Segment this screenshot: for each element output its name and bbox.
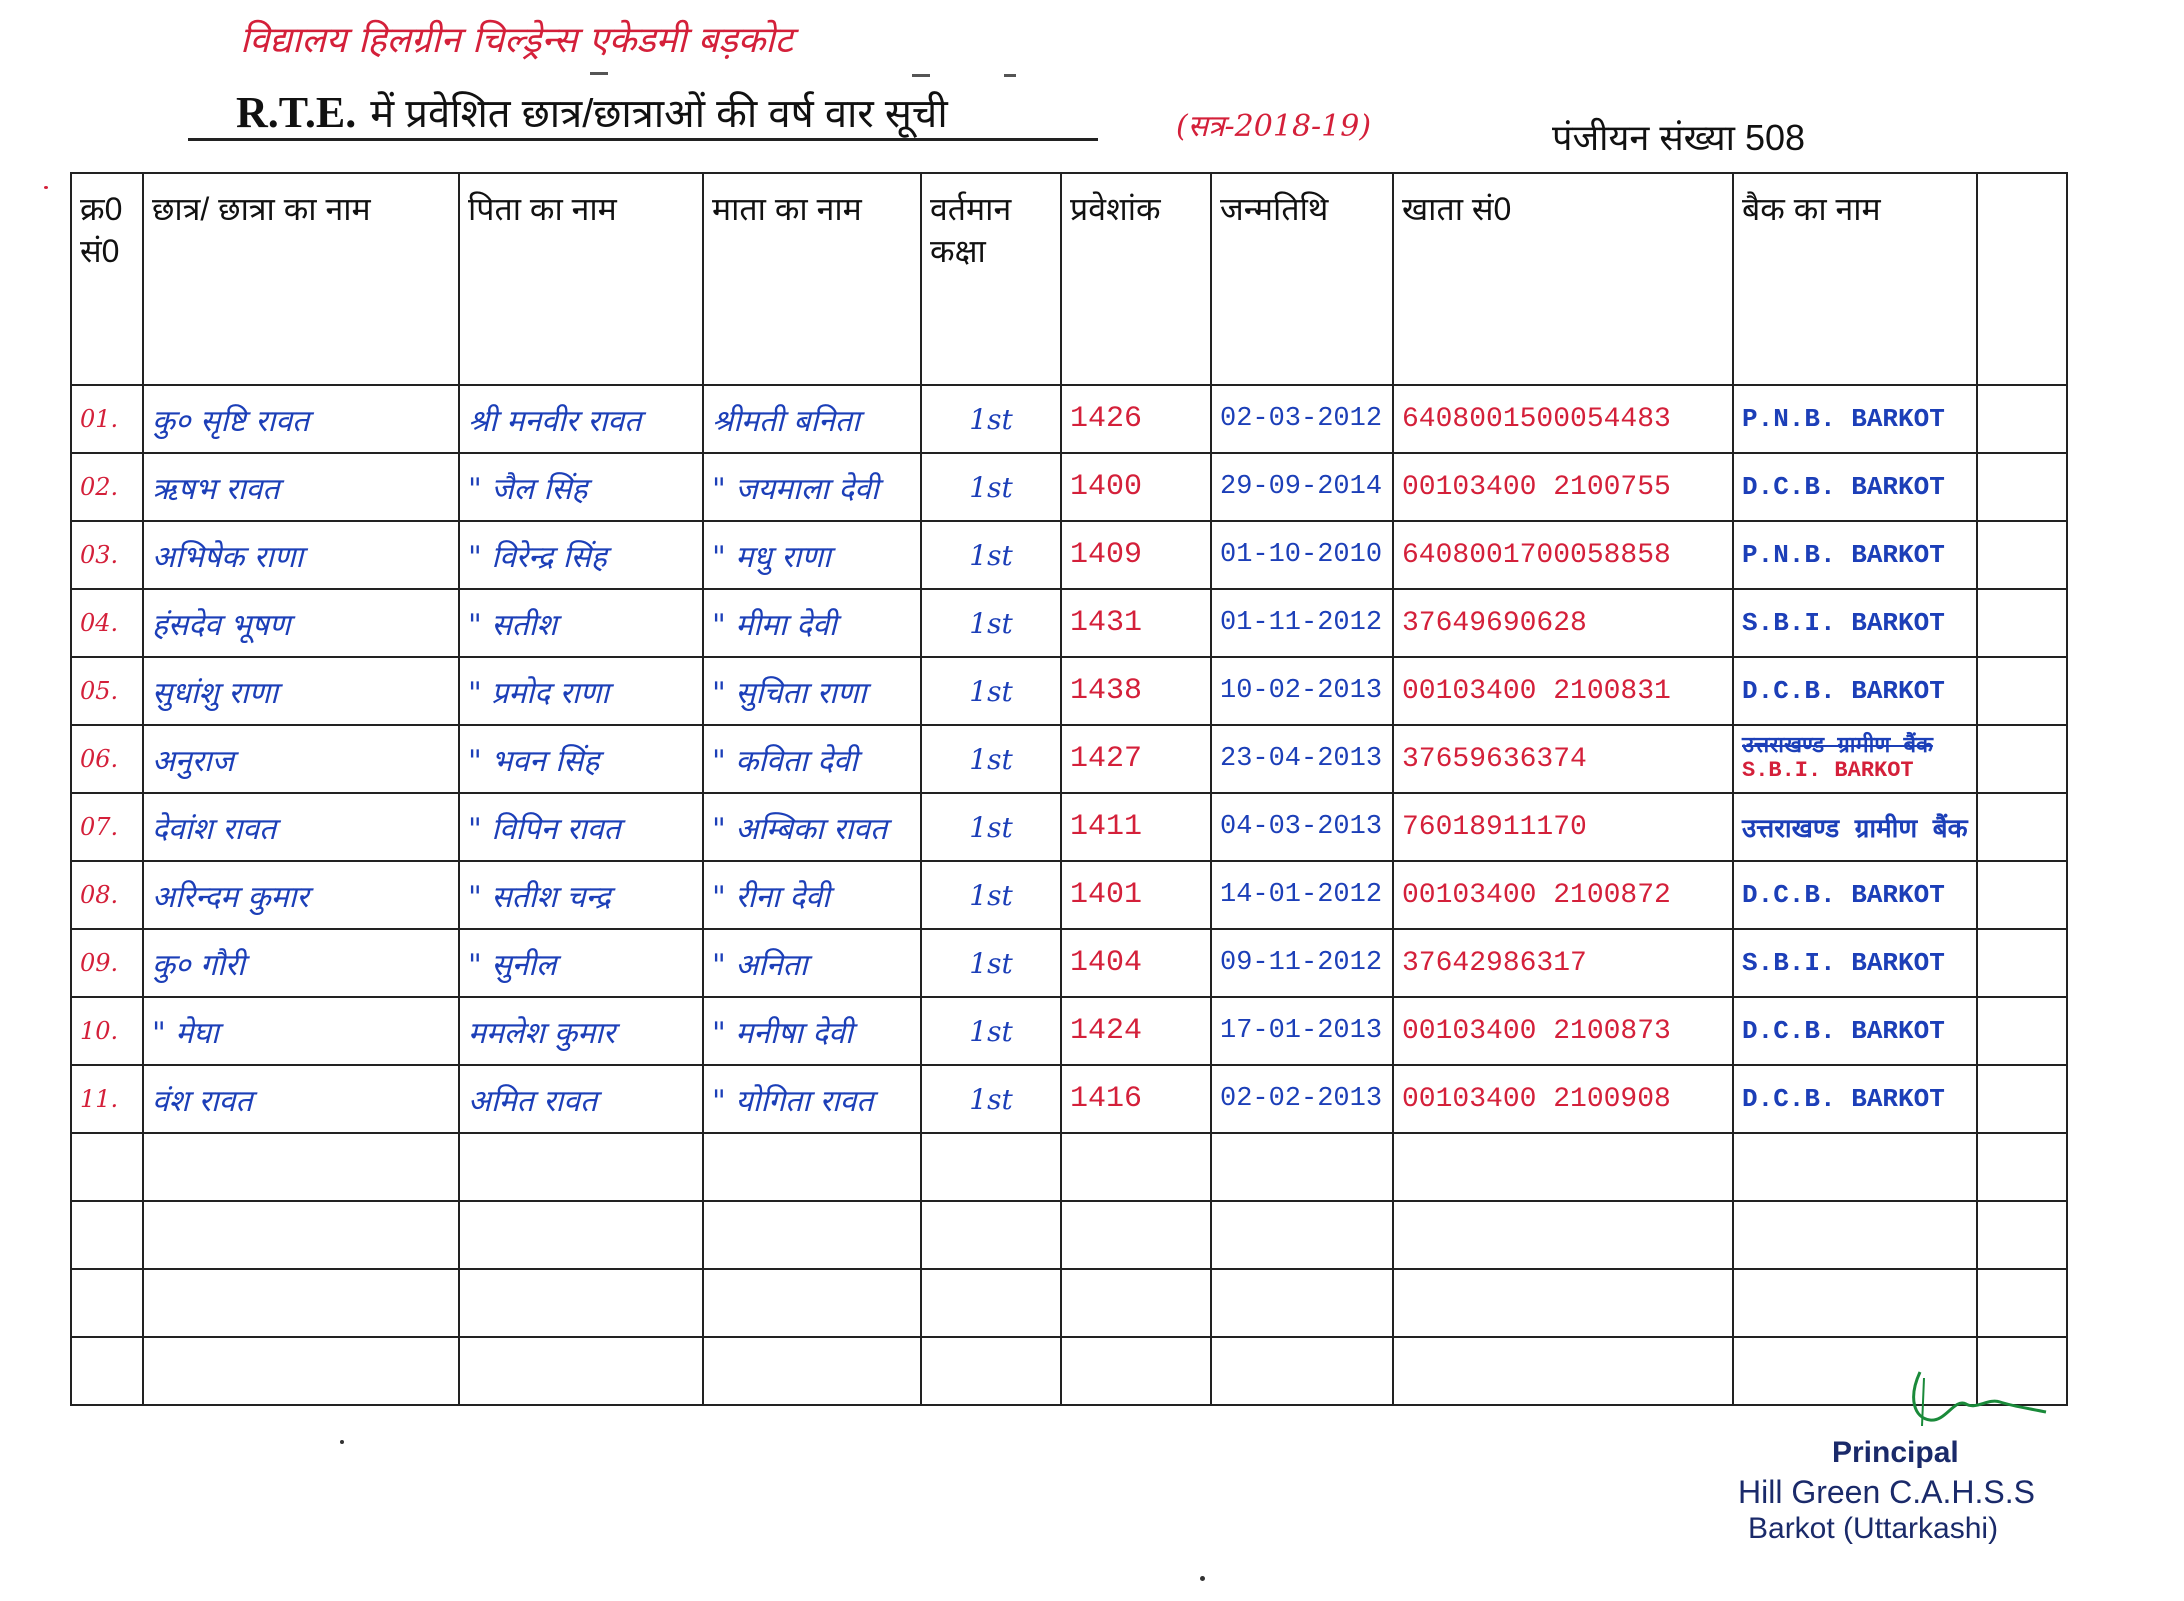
cell-father-name: " प्रमोद राणा bbox=[459, 657, 703, 725]
empty-cell bbox=[1393, 1269, 1733, 1337]
empty-cell bbox=[71, 1269, 143, 1337]
table-row bbox=[71, 385, 2067, 453]
title-prefix: R.T.E. bbox=[236, 88, 357, 137]
cell-blank bbox=[1977, 453, 2067, 521]
cell-father-name: ममलेश कुमार bbox=[459, 997, 703, 1065]
cell-admission-no: 1438 bbox=[1061, 657, 1211, 725]
cell-dob: 29-09-2014 bbox=[1211, 453, 1393, 521]
cell-bank-name: S.B.I. BARKOT bbox=[1733, 929, 1977, 997]
stray-dot bbox=[44, 186, 48, 189]
col-class: वर्तमान कक्षा bbox=[921, 173, 1061, 385]
cell-dob: 14-01-2012 bbox=[1211, 861, 1393, 929]
cell-mother-name: " रीना देवी bbox=[703, 861, 921, 929]
cell-serial: 02. bbox=[71, 453, 143, 521]
cell-blank bbox=[1977, 589, 2067, 657]
col-account-no: खाता सं0 bbox=[1393, 173, 1733, 385]
stamp-school: Hill Green C.A.H.S.S bbox=[1738, 1474, 2035, 1510]
principal-signature bbox=[1900, 1368, 2050, 1428]
cell-serial: 07. bbox=[71, 793, 143, 861]
cell-dob: 10-02-2013 bbox=[1211, 657, 1393, 725]
empty-row bbox=[71, 1201, 2067, 1269]
col-father-name: पिता का नाम bbox=[459, 173, 703, 385]
col-mother-name: माता का नाम bbox=[703, 173, 921, 385]
cell-serial: 06. bbox=[71, 725, 143, 793]
stray-mark bbox=[590, 72, 608, 75]
empty-cell bbox=[1977, 1201, 2067, 1269]
cell-serial: 03. bbox=[71, 521, 143, 589]
empty-cell bbox=[1061, 1201, 1211, 1269]
cell-father-name: अमित रावत bbox=[459, 1065, 703, 1133]
cell-bank-name: S.B.I. BARKOT bbox=[1733, 589, 1977, 657]
cell-serial: 11. bbox=[71, 1065, 143, 1133]
cell-father-name: " सतीश bbox=[459, 589, 703, 657]
empty-cell bbox=[459, 1133, 703, 1201]
cell-mother-name: श्रीमती बनिता bbox=[703, 385, 921, 453]
cell-blank bbox=[1977, 1065, 2067, 1133]
cell-mother-name: " कविता देवी bbox=[703, 725, 921, 793]
cell-student-name: कु० सृष्टि रावत bbox=[143, 385, 459, 453]
table-header-row bbox=[71, 173, 2067, 385]
cell-admission-no: 1431 bbox=[1061, 589, 1211, 657]
cell-class: 1st bbox=[921, 725, 1061, 793]
cell-mother-name: " अम्बिका रावत bbox=[703, 793, 921, 861]
cell-father-name: " विरेन्द्र सिंह bbox=[459, 521, 703, 589]
empty-cell bbox=[1211, 1201, 1393, 1269]
empty-cell bbox=[459, 1269, 703, 1337]
cell-account-no: 00103400 2100908 bbox=[1393, 1065, 1733, 1133]
cell-account-no: 00103400 2100873 bbox=[1393, 997, 1733, 1065]
cell-account-no: 37642986317 bbox=[1393, 929, 1733, 997]
col-blank bbox=[1977, 173, 2067, 385]
empty-row bbox=[71, 1133, 2067, 1201]
cell-student-name: " मेघा bbox=[143, 997, 459, 1065]
cell-dob: 01-10-2010 bbox=[1211, 521, 1393, 589]
cell-account-no: 76018911170 bbox=[1393, 793, 1733, 861]
cell-bank-name: D.C.B. BARKOT bbox=[1733, 861, 1977, 929]
cell-account-no: 6408001700058858 bbox=[1393, 521, 1733, 589]
cell-account-no: 00103400 2100831 bbox=[1393, 657, 1733, 725]
cell-class: 1st bbox=[921, 1065, 1061, 1133]
empty-cell bbox=[1061, 1337, 1211, 1405]
cell-bank-name bbox=[1733, 725, 1977, 793]
cell-dob: 02-03-2012 bbox=[1211, 385, 1393, 453]
struck-bank-name: उत्तराखण्ड ग्रामीण बैंक bbox=[1742, 734, 1933, 759]
cell-bank-name: D.C.B. BARKOT bbox=[1733, 1065, 1977, 1133]
empty-cell bbox=[921, 1337, 1061, 1405]
empty-cell bbox=[1733, 1269, 1977, 1337]
empty-cell bbox=[1211, 1269, 1393, 1337]
cell-class: 1st bbox=[921, 453, 1061, 521]
empty-cell bbox=[1061, 1269, 1211, 1337]
empty-cell bbox=[143, 1337, 459, 1405]
empty-cell bbox=[1211, 1133, 1393, 1201]
empty-row bbox=[71, 1337, 2067, 1405]
cell-admission-no: 1426 bbox=[1061, 385, 1211, 453]
empty-cell bbox=[1733, 1133, 1977, 1201]
cell-bank-name: P.N.B. BARKOT bbox=[1733, 385, 1977, 453]
empty-cell bbox=[1977, 1133, 2067, 1201]
cell-blank bbox=[1977, 861, 2067, 929]
empty-cell bbox=[1061, 1133, 1211, 1201]
empty-cell bbox=[921, 1133, 1061, 1201]
cell-blank bbox=[1977, 521, 2067, 589]
cell-mother-name: " जयमाला देवी bbox=[703, 453, 921, 521]
cell-serial: 01. bbox=[71, 385, 143, 453]
cell-admission-no: 1427 bbox=[1061, 725, 1211, 793]
cell-class: 1st bbox=[921, 589, 1061, 657]
cell-student-name: अभिषेक राणा bbox=[143, 521, 459, 589]
cell-serial: 04. bbox=[71, 589, 143, 657]
cell-dob: 09-11-2012 bbox=[1211, 929, 1393, 997]
cell-student-name: कु० गौरी bbox=[143, 929, 459, 997]
col-dob: जन्मतिथि bbox=[1211, 173, 1393, 385]
empty-cell bbox=[1393, 1201, 1733, 1269]
title-underline bbox=[188, 138, 1098, 141]
empty-cell bbox=[1211, 1337, 1393, 1405]
cell-account-no: 00103400 2100872 bbox=[1393, 861, 1733, 929]
cell-serial: 10. bbox=[71, 997, 143, 1065]
cell-bank-name: D.C.B. BARKOT bbox=[1733, 997, 1977, 1065]
cell-bank-name: P.N.B. BARKOT bbox=[1733, 521, 1977, 589]
cell-serial: 05. bbox=[71, 657, 143, 725]
cell-serial: 09. bbox=[71, 929, 143, 997]
cell-class: 1st bbox=[921, 997, 1061, 1065]
cell-mother-name: " योगिता रावत bbox=[703, 1065, 921, 1133]
empty-cell bbox=[921, 1269, 1061, 1337]
empty-cell bbox=[459, 1201, 703, 1269]
cell-admission-no: 1400 bbox=[1061, 453, 1211, 521]
cell-account-no: 37659636374 bbox=[1393, 725, 1733, 793]
cell-class: 1st bbox=[921, 861, 1061, 929]
stamp-place: Barkot (Uttarkashi) bbox=[1748, 1512, 1999, 1545]
empty-cell bbox=[71, 1201, 143, 1269]
cell-dob: 17-01-2013 bbox=[1211, 997, 1393, 1065]
empty-cell bbox=[459, 1337, 703, 1405]
cell-bank-name: D.C.B. BARKOT bbox=[1733, 453, 1977, 521]
cell-father-name: " सतीश चन्द्र bbox=[459, 861, 703, 929]
cell-dob: 04-03-2013 bbox=[1211, 793, 1393, 861]
stray-mark bbox=[1004, 74, 1016, 77]
cell-class: 1st bbox=[921, 793, 1061, 861]
school-name: विद्यालय हिलग्रीन चिल्ड्रेन्स एकेडमी बड़कोट bbox=[240, 20, 793, 61]
cell-admission-no: 1424 bbox=[1061, 997, 1211, 1065]
session-label: (सत्र-2018-19) bbox=[1176, 109, 1372, 144]
cell-bank-name: उत्तराखण्ड ग्रामीण बैंक bbox=[1733, 793, 1977, 861]
cell-class: 1st bbox=[921, 521, 1061, 589]
cell-blank bbox=[1977, 793, 2067, 861]
table-row bbox=[71, 929, 2067, 997]
cell-class: 1st bbox=[921, 657, 1061, 725]
principal-label: Principal bbox=[1832, 1436, 1959, 1469]
cell-father-name: " सुनील bbox=[459, 929, 703, 997]
stray-dot bbox=[1200, 1576, 1205, 1581]
col-admission-no: प्रवेशांक bbox=[1061, 173, 1211, 385]
empty-cell bbox=[703, 1201, 921, 1269]
cell-admission-no: 1416 bbox=[1061, 1065, 1211, 1133]
empty-cell bbox=[921, 1201, 1061, 1269]
table-row bbox=[71, 589, 2067, 657]
cell-admission-no: 1411 bbox=[1061, 793, 1211, 861]
cell-blank bbox=[1977, 929, 2067, 997]
cell-mother-name: " मनीषा देवी bbox=[703, 997, 921, 1065]
col-student-name: छात्र/ छात्रा का नाम bbox=[143, 173, 459, 385]
cell-blank bbox=[1977, 725, 2067, 793]
cell-blank bbox=[1977, 385, 2067, 453]
cell-account-no: 37649690628 bbox=[1393, 589, 1733, 657]
table-row bbox=[71, 657, 2067, 725]
col-bank-name: बैक का नाम bbox=[1733, 173, 1977, 385]
cell-father-name: " विपिन रावत bbox=[459, 793, 703, 861]
empty-cell bbox=[143, 1133, 459, 1201]
cell-student-name: अरिन्दम कुमार bbox=[143, 861, 459, 929]
cell-account-no: 6408001500054483 bbox=[1393, 385, 1733, 453]
table-row bbox=[71, 997, 2067, 1065]
empty-cell bbox=[1733, 1201, 1977, 1269]
cell-student-name: अनुराज bbox=[143, 725, 459, 793]
empty-cell bbox=[71, 1133, 143, 1201]
cell-student-name: ऋषभ रावत bbox=[143, 453, 459, 521]
corrected-bank-name: S.B.I. BARKOT bbox=[1742, 758, 1914, 783]
cell-bank-name: D.C.B. BARKOT bbox=[1733, 657, 1977, 725]
cell-father-name: " भवन सिंह bbox=[459, 725, 703, 793]
students-table bbox=[70, 172, 2068, 1406]
cell-account-no: 00103400 2100755 bbox=[1393, 453, 1733, 521]
empty-cell bbox=[143, 1269, 459, 1337]
stray-dot bbox=[340, 1440, 344, 1444]
cell-student-name: सुधांशु राणा bbox=[143, 657, 459, 725]
empty-cell bbox=[703, 1337, 921, 1405]
cell-dob: 02-02-2013 bbox=[1211, 1065, 1393, 1133]
table-row bbox=[71, 1065, 2067, 1133]
cell-blank bbox=[1977, 657, 2067, 725]
table-row bbox=[71, 453, 2067, 521]
cell-admission-no: 1401 bbox=[1061, 861, 1211, 929]
empty-cell bbox=[703, 1269, 921, 1337]
empty-cell bbox=[1393, 1337, 1733, 1405]
page-title bbox=[236, 84, 948, 139]
stray-mark bbox=[912, 74, 930, 77]
cell-admission-no: 1409 bbox=[1061, 521, 1211, 589]
table-row bbox=[71, 725, 2067, 793]
cell-student-name: वंश रावत bbox=[143, 1065, 459, 1133]
cell-mother-name: " मधु राणा bbox=[703, 521, 921, 589]
cell-mother-name: " मीमा देवी bbox=[703, 589, 921, 657]
cell-class: 1st bbox=[921, 385, 1061, 453]
cell-class: 1st bbox=[921, 929, 1061, 997]
registration-number: पंजीयन संख्या 508 bbox=[1552, 117, 1806, 158]
cell-blank bbox=[1977, 997, 2067, 1065]
empty-cell bbox=[1393, 1133, 1733, 1201]
cell-admission-no: 1404 bbox=[1061, 929, 1211, 997]
table-row bbox=[71, 793, 2067, 861]
cell-father-name: श्री मनवीर रावत bbox=[459, 385, 703, 453]
cell-serial: 08. bbox=[71, 861, 143, 929]
table-row bbox=[71, 521, 2067, 589]
cell-mother-name: " सुचिता राणा bbox=[703, 657, 921, 725]
empty-row bbox=[71, 1269, 2067, 1337]
title-text: में प्रवेशित छात्र/छात्राओं की वर्ष वार सूची bbox=[370, 92, 948, 136]
cell-father-name: " जैल सिंह bbox=[459, 453, 703, 521]
cell-mother-name: " अनिता bbox=[703, 929, 921, 997]
empty-cell bbox=[703, 1133, 921, 1201]
table-row bbox=[71, 861, 2067, 929]
cell-student-name: देवांश रावत bbox=[143, 793, 459, 861]
empty-cell bbox=[1977, 1269, 2067, 1337]
col-serial: क्र0 सं0 bbox=[71, 173, 143, 385]
cell-student-name: हंसदेव भूषण bbox=[143, 589, 459, 657]
cell-dob: 23-04-2013 bbox=[1211, 725, 1393, 793]
empty-cell bbox=[71, 1337, 143, 1405]
empty-cell bbox=[143, 1201, 459, 1269]
cell-dob: 01-11-2012 bbox=[1211, 589, 1393, 657]
